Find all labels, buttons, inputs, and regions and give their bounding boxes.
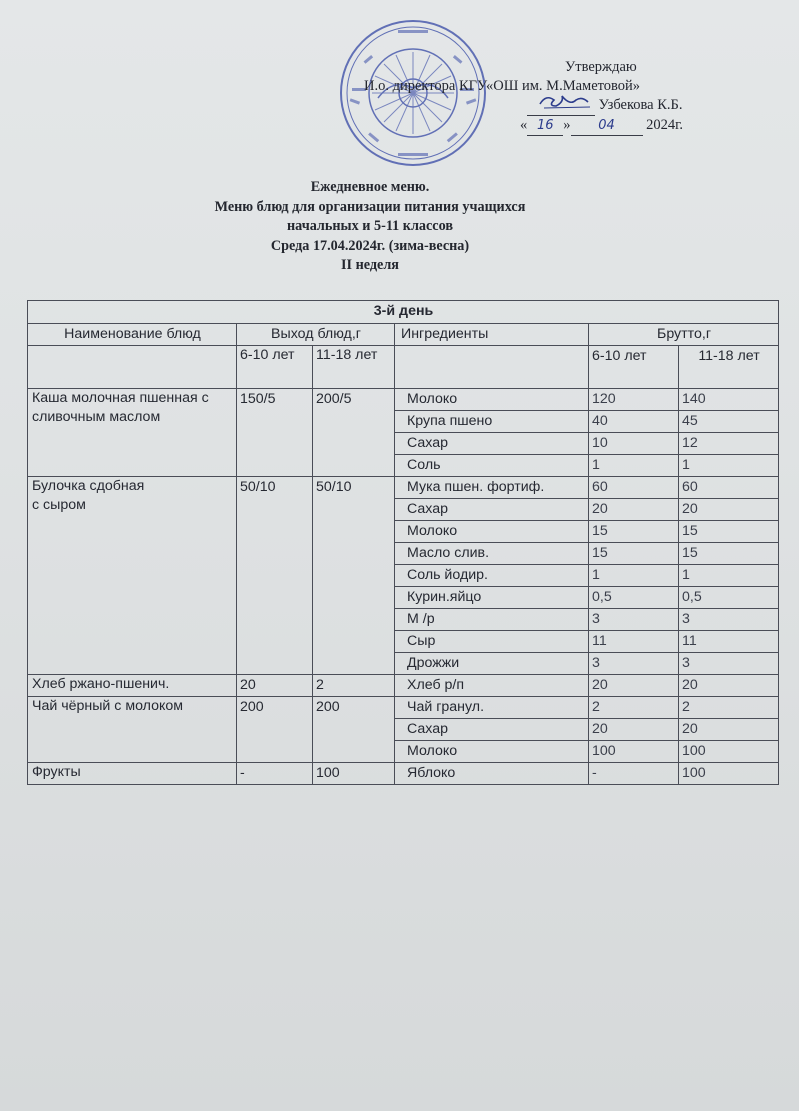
approval-position: И.о. директора КГУ«ОШ им. М.Маметовой» <box>364 78 641 94</box>
brutto-old: 1 <box>679 455 779 477</box>
heading-line-1: Ежедневное меню. <box>310 179 430 195</box>
header-row <box>28 324 779 346</box>
approval-signature-line <box>350 96 770 116</box>
brutto-old: 15 <box>679 543 779 565</box>
brutto-old: 60 <box>679 477 779 499</box>
ingredient-name: Крупа пшено <box>395 411 589 433</box>
approval-block <box>350 58 770 136</box>
ingredient-name: М /р <box>395 609 589 631</box>
ingredient-name: Яблоко <box>395 763 589 785</box>
dish-name: Каша молочная пшенная с сливочным маслом <box>28 389 237 477</box>
heading-line-5: II неделя <box>341 257 399 273</box>
dish-name: Фрукты <box>28 763 237 785</box>
brutto-young: 1 <box>589 565 679 587</box>
brutto-young: 100 <box>589 741 679 763</box>
ingredient-name: Сыр <box>395 631 589 653</box>
subheader-output-young: 6-10 лет <box>237 346 313 389</box>
subheader-output-old: 11-18 лет <box>313 346 395 389</box>
header-output: Выход блюд,г <box>237 324 395 346</box>
handwritten-signature <box>536 90 594 114</box>
dish-name: Булочка сдобная с сыром <box>28 477 237 675</box>
brutto-old: 45 <box>679 411 779 433</box>
ingredient-name: Сахар <box>395 499 589 521</box>
approval-title: Утверждаю <box>565 59 637 75</box>
brutto-young: 10 <box>589 433 679 455</box>
brutto-old: 2 <box>679 697 779 719</box>
dish-output-young: 20 <box>237 675 313 697</box>
menu-table <box>27 300 779 785</box>
brutto-young: 40 <box>589 411 679 433</box>
day-title: 3-й день <box>28 301 779 324</box>
menu-heading <box>60 178 680 276</box>
subheader-row <box>28 346 779 389</box>
ingredient-name: Соль йодир. <box>395 565 589 587</box>
dish-output-young: 50/10 <box>237 477 313 675</box>
dish-output-old: 2 <box>313 675 395 697</box>
brutto-young: 2 <box>589 697 679 719</box>
subheader-brutto-old: 11-18 лет <box>679 346 779 389</box>
brutto-old: 20 <box>679 499 779 521</box>
brutto-old: 100 <box>679 763 779 785</box>
brutto-young: 15 <box>589 521 679 543</box>
header-ingredients: Ингредиенты <box>395 324 589 346</box>
dish-output-old: 100 <box>313 763 395 785</box>
header-dish: Наименование блюд <box>28 324 237 346</box>
heading-line-2: Меню блюд для организации питания учащихся <box>214 198 526 215</box>
dish-output-young: 150/5 <box>237 389 313 477</box>
ingredient-name: Молоко <box>395 389 589 411</box>
ingredient-name: Сахар <box>395 719 589 741</box>
brutto-young: 3 <box>589 609 679 631</box>
ingredient-name: Молоко <box>395 521 589 543</box>
header-brutto: Брутто,г <box>589 324 779 346</box>
ingredient-row <box>28 763 779 785</box>
brutto-young: 1 <box>589 455 679 477</box>
approval-date: « 16 » 04 2024г. <box>350 116 770 136</box>
brutto-old: 15 <box>679 521 779 543</box>
ingredient-name: Молоко <box>395 741 589 763</box>
dish-output-old: 50/10 <box>313 477 395 675</box>
ingredient-name: Мука пшен. фортиф. <box>395 477 589 499</box>
brutto-young: 15 <box>589 543 679 565</box>
ingredient-row <box>28 675 779 697</box>
dish-name: Чай чёрный с молоком <box>28 697 237 763</box>
brutto-young: 20 <box>589 719 679 741</box>
date-day: 16 <box>527 116 563 136</box>
signer-name: Узбекова К.Б. <box>598 97 683 113</box>
ingredient-name: Сахар <box>395 433 589 455</box>
brutto-young: 0,5 <box>589 587 679 609</box>
brutto-young: 20 <box>589 675 679 697</box>
brutto-old: 3 <box>679 609 779 631</box>
date-month: 04 <box>571 116 643 136</box>
brutto-old: 3 <box>679 653 779 675</box>
dish-output-young: - <box>237 763 313 785</box>
ingredient-name: Дрожжи <box>395 653 589 675</box>
day-title-row <box>28 301 779 324</box>
brutto-young: - <box>589 763 679 785</box>
dish-output-old: 200/5 <box>313 389 395 477</box>
brutto-old: 20 <box>679 719 779 741</box>
heading-line-3: начальных и 5-11 классов <box>287 218 453 234</box>
ingredient-row <box>28 697 779 719</box>
brutto-old: 20 <box>679 675 779 697</box>
brutto-young: 120 <box>589 389 679 411</box>
ingredient-name: Курин.яйцо <box>395 587 589 609</box>
subheader-empty-ingredients <box>395 346 589 389</box>
brutto-young: 60 <box>589 477 679 499</box>
brutto-young: 20 <box>589 499 679 521</box>
brutto-old: 11 <box>679 631 779 653</box>
date-year: 2024г. <box>646 117 684 133</box>
heading-line-4: Среда 17.04.2024г. (зима-весна) <box>270 237 470 254</box>
ingredient-row <box>28 389 779 411</box>
ingredient-name: Соль <box>395 455 589 477</box>
ingredient-row <box>28 477 779 499</box>
brutto-old: 0,5 <box>679 587 779 609</box>
brutto-young: 3 <box>589 653 679 675</box>
ingredient-name: Масло слив. <box>395 543 589 565</box>
dish-name: Хлеб ржано-пшенич. <box>28 675 237 697</box>
brutto-young: 11 <box>589 631 679 653</box>
ingredient-name: Чай гранул. <box>395 697 589 719</box>
brutto-old: 12 <box>679 433 779 455</box>
brutto-old: 1 <box>679 565 779 587</box>
brutto-old: 100 <box>679 741 779 763</box>
brutto-old: 140 <box>679 389 779 411</box>
dish-output-old: 200 <box>313 697 395 763</box>
ingredient-name: Хлеб р/п <box>395 675 589 697</box>
subheader-empty-dish <box>28 346 237 389</box>
dish-output-young: 200 <box>237 697 313 763</box>
subheader-brutto-young: 6-10 лет <box>589 346 679 389</box>
